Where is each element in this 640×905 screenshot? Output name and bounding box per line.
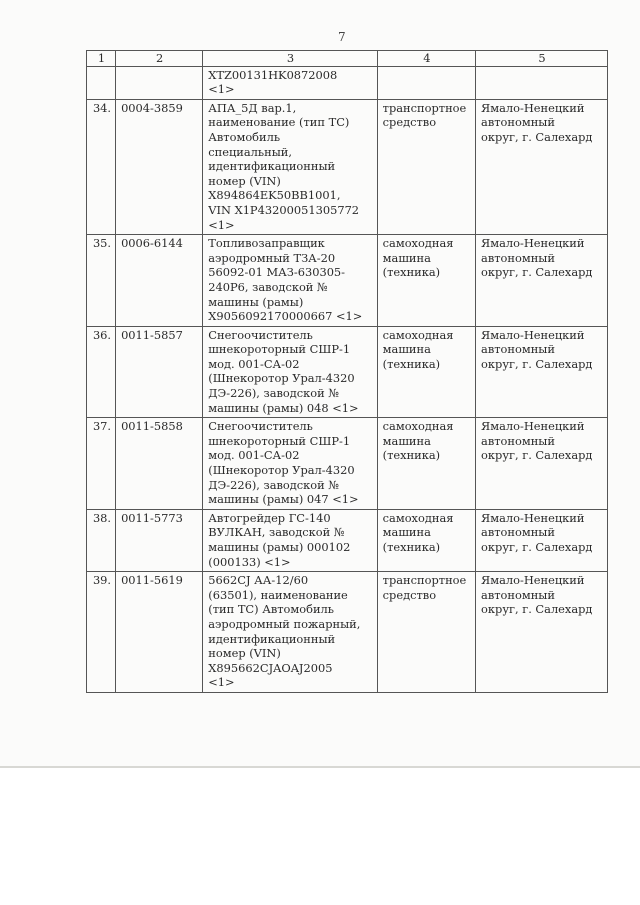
column-header-4: 4 (377, 51, 475, 67)
registry-table (86, 50, 608, 693)
inventory-code: 0011-5773 (116, 509, 203, 571)
row-number: 35. (87, 235, 116, 327)
inventory-code: 0011-5857 (116, 326, 203, 418)
table-row (87, 326, 608, 418)
column-header-3: 3 (203, 51, 377, 67)
table-row (87, 235, 608, 327)
item-location: Ямало-Ненецкий автономный округ, г. Салехард (476, 99, 608, 234)
table-body (87, 66, 608, 692)
row-number: 39. (87, 572, 116, 693)
table-header (87, 51, 608, 67)
inventory-code: 0004-3859 (116, 99, 203, 234)
table-row (87, 99, 608, 234)
row-number: 38. (87, 509, 116, 571)
continuation-row (87, 66, 608, 99)
header-row (87, 51, 608, 67)
item-description: Снегоочиститель шнекороторный СШР-1 мод. 001-СА-02 (Шнекоротор Урал-4320 ДЭ-226), заводской № машины (рамы) 048 <1> (203, 326, 377, 418)
table-row (87, 572, 608, 693)
item-location (476, 66, 608, 99)
row-number: 37. (87, 418, 116, 510)
item-description: Автогрейдер ГС-140 ВУЛКАН, заводской № машины (рамы) 000102 (000133) <1> (203, 509, 377, 571)
item-location: Ямало-Ненецкий автономный округ, г. Салехард (476, 326, 608, 418)
row-number: 34. (87, 99, 116, 234)
item-type: самоходная машина (техника) (377, 326, 475, 418)
table-row (87, 509, 608, 571)
item-type: транспортное средство (377, 572, 475, 693)
item-location: Ямало-Ненецкий автономный округ, г. Салехард (476, 509, 608, 571)
item-description: Снегоочиститель шнекороторный СШР-1 мод. 001-СА-02 (Шнекоротор Урал-4320 ДЭ-226), заводской № машины (рамы) 047 <1> (203, 418, 377, 510)
item-type: самоходная машина (техника) (377, 235, 475, 327)
page-number: 7 (338, 30, 346, 44)
row-number: 36. (87, 326, 116, 418)
item-location: Ямало-Ненецкий автономный округ, г. Салехард (476, 235, 608, 327)
item-description: XTZ00131HK0872008 <1> (203, 66, 377, 99)
item-description: Топливозаправщик аэродромный ТЗА-20 56092-01 МАЗ-630305- 240Р6, заводской № машины (рамы) X9056092170000667 <1> (203, 235, 377, 327)
inventory-code (116, 66, 203, 99)
inventory-code: 0011-5858 (116, 418, 203, 510)
inventory-code: 0006-6144 (116, 235, 203, 327)
item-location: Ямало-Ненецкий автономный округ, г. Салехард (476, 572, 608, 693)
column-header-2: 2 (116, 51, 203, 67)
item-type (377, 66, 475, 99)
row-number (87, 66, 116, 99)
column-header-5: 5 (476, 51, 608, 67)
item-location: Ямало-Ненецкий автономный округ, г. Салехард (476, 418, 608, 510)
item-description: 5662CJ АА-12/60 (63501), наименование (тип ТС) Автомобиль аэродромный пожарный, идентификационный номер (VIN) X895662CJAOAJ2005 <1> (203, 572, 377, 693)
item-type: самоходная машина (техника) (377, 418, 475, 510)
item-type: транспортное средство (377, 99, 475, 234)
item-type: самоходная машина (техника) (377, 509, 475, 571)
table-row (87, 418, 608, 510)
column-header-1: 1 (87, 51, 116, 67)
inventory-code: 0011-5619 (116, 572, 203, 693)
item-description: АПА_5Д вар.1, наименование (тип ТС) Автомобиль специальный, идентификационный номер (VIN) X894864EK50BB1001, VIN X1P43200051305772 <1> (203, 99, 377, 234)
